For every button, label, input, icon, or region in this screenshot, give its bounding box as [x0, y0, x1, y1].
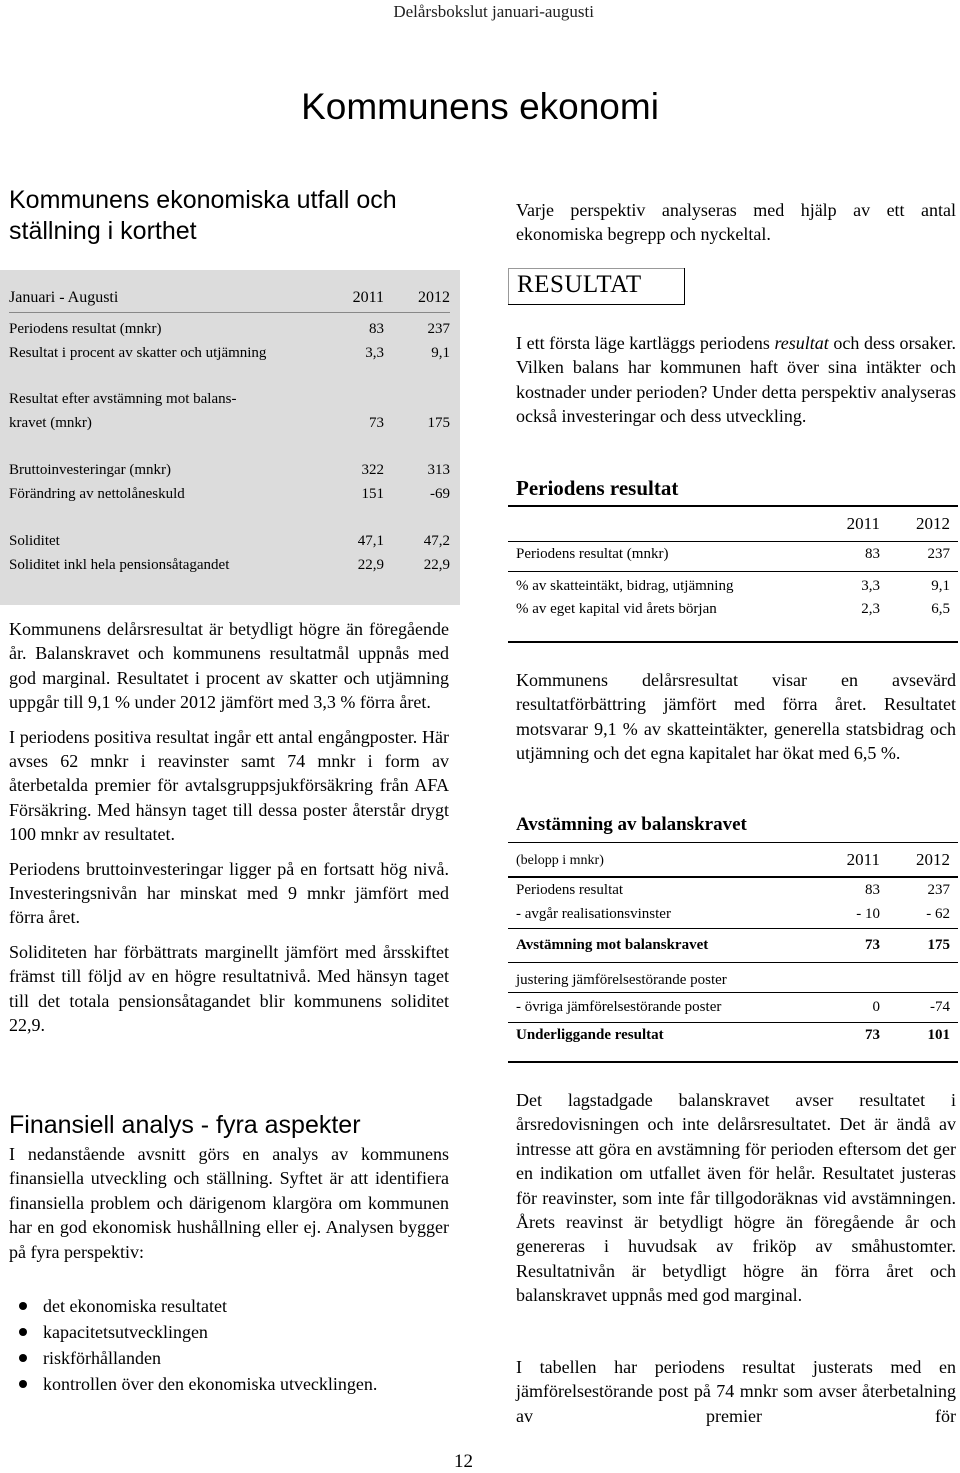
list-item: kapacitetsutvecklingen — [9, 1319, 449, 1345]
paragraph: I periodens positiva resultat ingår ett antal engångposter. Här avses 62 mnkr i reavinster samt 74 mnkr i form av återbetalda premier för avtalsgruppsjukförsäkring från AFA Försäkring. Med hänsyn taget till dessa poster återstår drygt 100 mnkr av resultatet. — [9, 726, 449, 845]
analysis-heading: Finansiell analys - fyra aspekter — [9, 1111, 361, 1139]
list-item: kontrollen över den ekonomiska utvecklingen. — [9, 1371, 449, 1397]
paragraph: Kommunens delårsresultat är betydligt högre än föregående år. Balanskravet och kommunens resultatmål uppnås med god marginal. Resultatet i procent av skatter och utjämning uppgår till 9,1 % under 2012 jämfört med 3,3 % förra året. — [9, 619, 449, 713]
summary-row: Resultat i procent av skatter och utjämning 3,3 9,1 — [9, 345, 450, 361]
period-text: Kommunens delårsresultat visar en avsevärd resultatförbättring jämfört med förra året. Resultatet motsvarar 9,1 % av skatteintäkter, generella statsbidrag och utjämning och det egna kapitalet har ökat med 6,5 %. — [516, 670, 956, 764]
summary-row: Periodens resultat (mnkr) 83 237 — [9, 321, 450, 337]
paragraph: Periodens bruttoinvesteringar ligger på en fortsatt hög nivå. Investeringsnivån har minskat med 9 mnkr jämfört med förra året. — [9, 858, 449, 928]
balans-table: (belopp i mnkr) 2011 2012 Periodens resultat 83 237 - avgår realisationsvinster - 10 - 62 Avstämning mot balanskravet 73 175 justering jämförelsestörande poster - övriga jämförelsestörande poster 0 -74 Underliggande resultat 73 101 — [508, 842, 958, 1064]
summary-row: Resultat efter avstämning mot balans- — [9, 391, 237, 407]
summary-row: Förändring av nettolåneskuld 151 -69 — [9, 486, 450, 502]
balans-heading: Avstämning av balanskravet — [516, 814, 747, 835]
intro-text: Varje perspektiv analyseras med hjälp av ett antal ekonomiska begrepp och nyckeltal. — [516, 200, 956, 245]
running-header: Delårsbokslut januari-augusti — [393, 2, 594, 21]
summary-divider — [9, 312, 450, 313]
list-item: det ekonomiska resultatet — [9, 1293, 449, 1319]
summary-row: Soliditet inkl hela pensionsåtagandet 22,9 22,9 — [9, 557, 450, 573]
resultat-text: I ett första läge kartläggs periodens resultat och dess orsaker. Vilken balans har kommunen haft över sina intäkter och kostnader under perioden? Under detta perspektiv analyseras också investeringar och dess utveckling. — [516, 333, 957, 427]
balans-text: Det lagstadgade balanskravet avser resultatet i årsredovisningen och inte delårsresultatet. Det är ändå av intresse att göra en avstämning för perioden eftersom det ger en indikation om utfallet även för helår. Resultatet justeras för reavinster, som inte får tillgodoräknas vid avstämningen. Årets reavinst är betydligt högre än föregående år och genereras i huvudsak av friköp av småhustomter. Resultatnivån är betydligt högre än förra året och balanskravet uppnås med god marginal. — [516, 1090, 956, 1306]
page-number: 12 — [454, 1451, 473, 1472]
analysis-text: I nedanstående avsnitt görs en analys av kommunens finansiella utveckling och ställning. Syftet är att identifiera finansiella problem och därigenom klargöra om kommunen har en god ekonomisk hushållning eller ej. Analysen bygger på fyra perspektiv: — [9, 1144, 449, 1262]
list-item: riskförhållanden — [9, 1345, 449, 1371]
summary-box — [0, 270, 460, 605]
perspective-list — [9, 1293, 449, 1397]
section-heading: Kommunens ekonomiska utfall och ställning i korthet — [9, 186, 397, 245]
period-table: 2011 2012 Periodens resultat (mnkr) 83 237 % av skatteintäkt, bidrag, utjämning 3,3 9,1 % av eget kapital vid årets början 2,3 6,5 — [508, 505, 958, 643]
page-title: Kommunens ekonomi — [301, 86, 659, 127]
paragraph: Soliditeten har förbättrats marginellt jämfört med årsskiftet främst till följd av en högre resultatnivå. Med hänsyn taget till det totala pensionsåtagandet blir kommunens soliditet 22,9. — [9, 941, 449, 1036]
left-body — [9, 617, 449, 1038]
resultat-box: RESULTAT — [508, 268, 685, 305]
summary-row: kravet (mnkr) 73 175 — [9, 415, 450, 431]
summary-row: Bruttoinvesteringar (mnkr) 322 313 — [9, 462, 450, 478]
summary-header: Januari - Augusti 2011 2012 — [9, 289, 450, 306]
period-heading: Periodens resultat — [516, 476, 679, 500]
balans-text-continued: I tabellen har periodens resultat justerats med en jämförelsestörande post på 74 mnkr som avser återbetalning av premier för — [516, 1357, 956, 1426]
summary-row: Soliditet 47,1 47,2 — [9, 533, 450, 549]
